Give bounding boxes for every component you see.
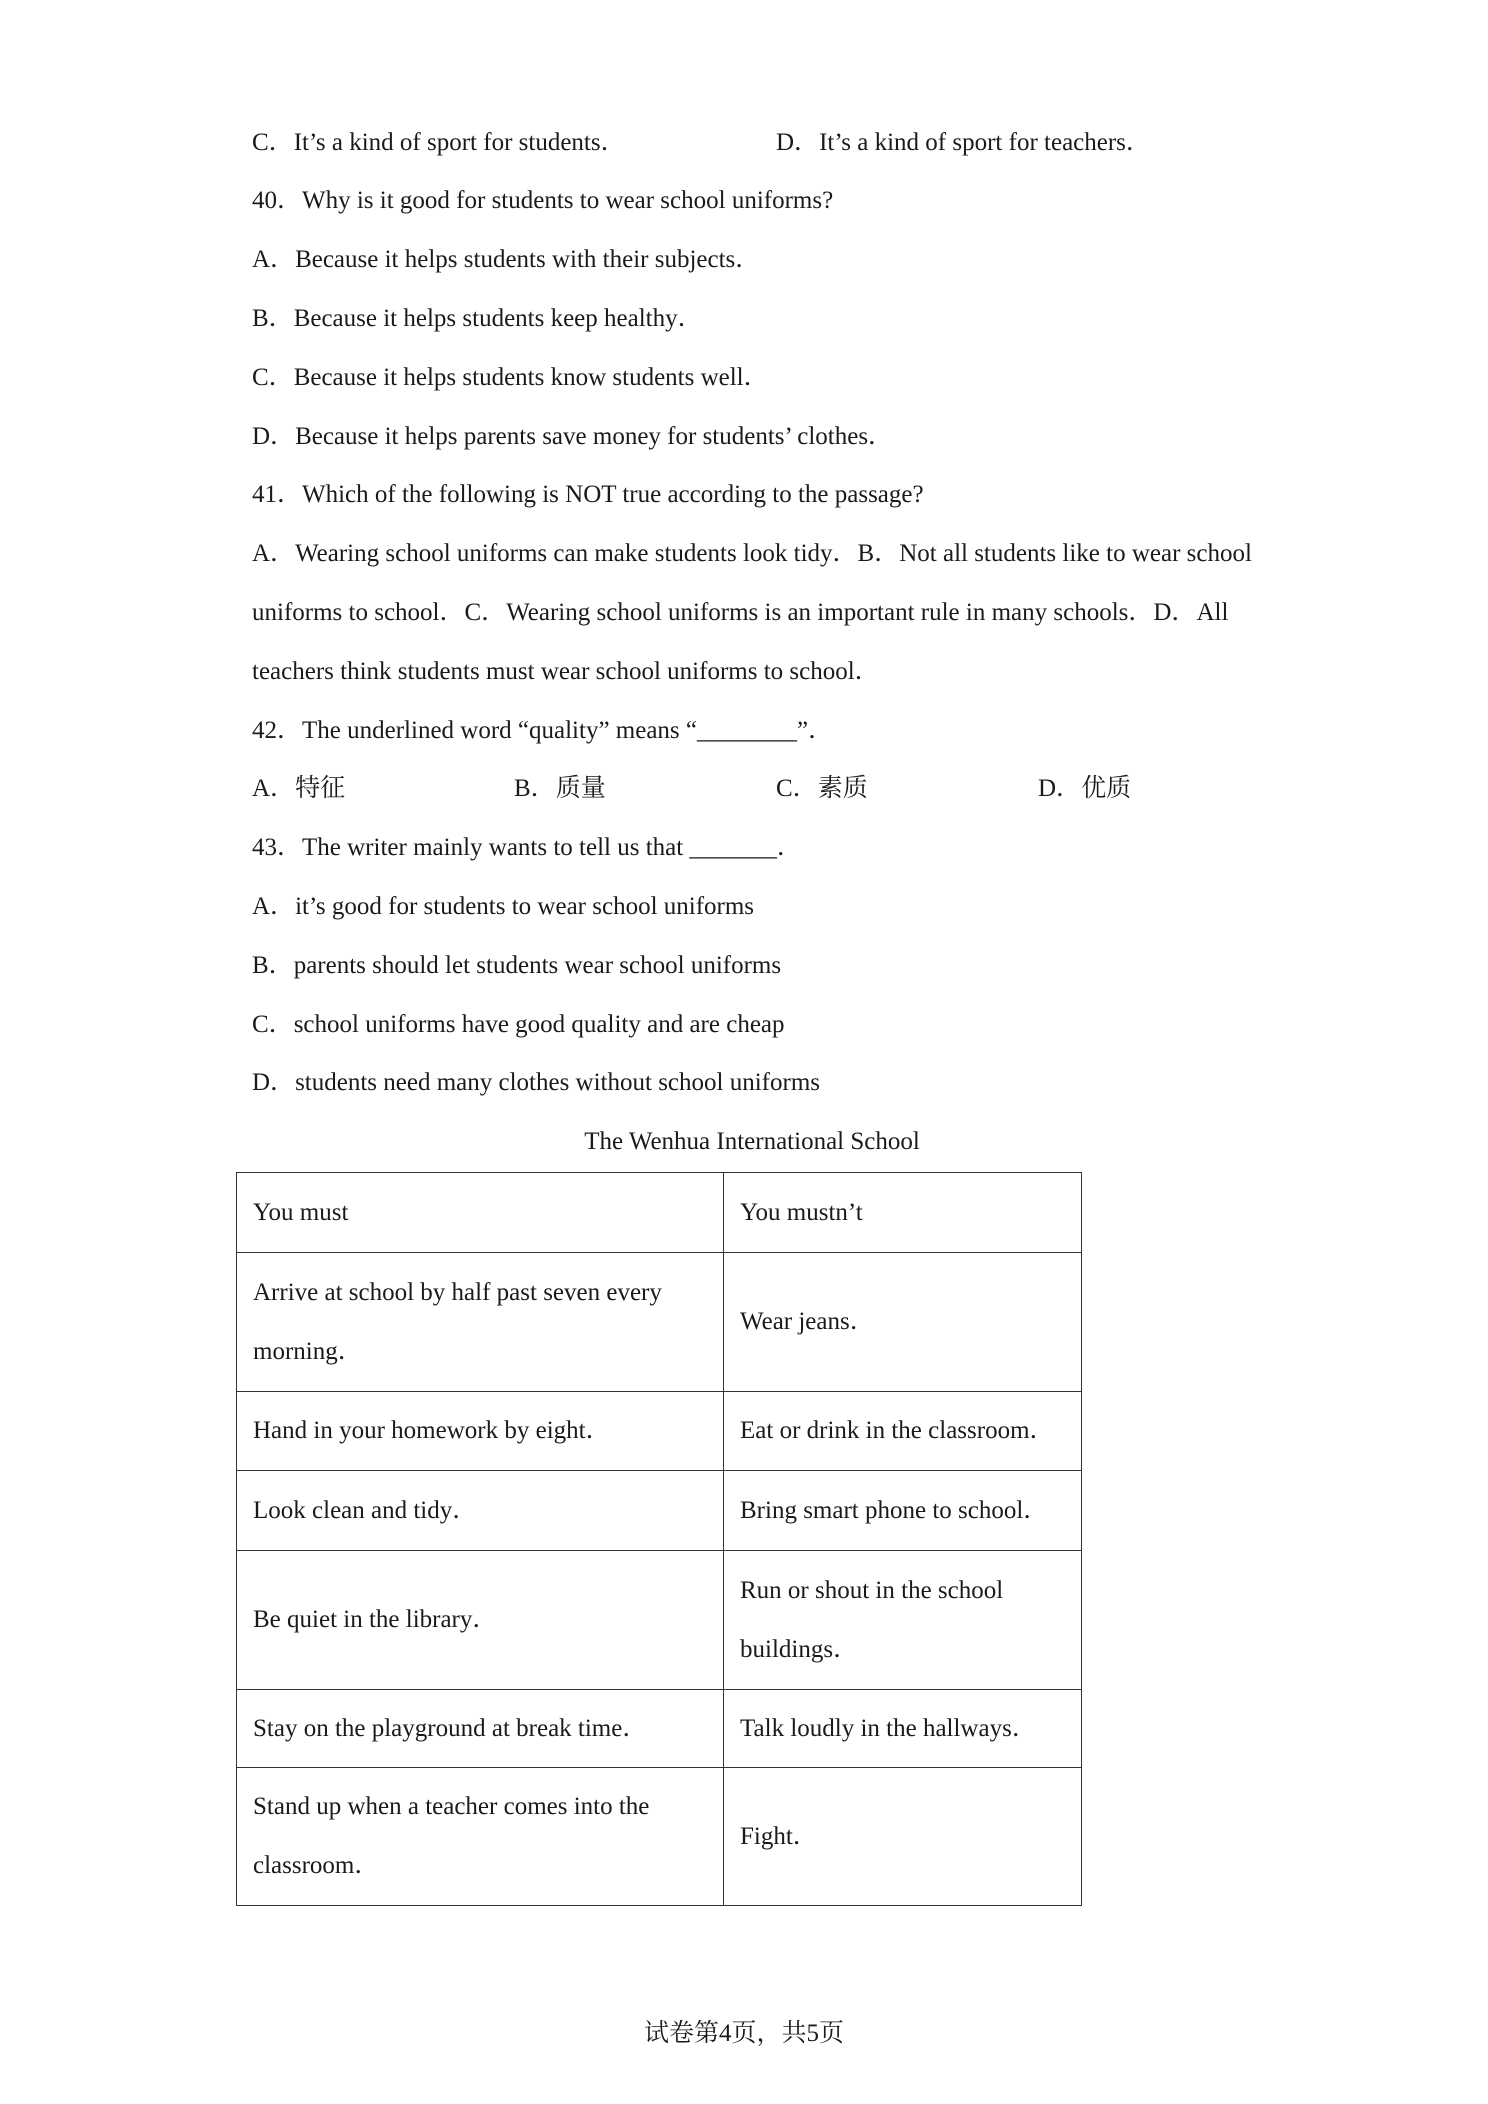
question-number: 42．	[252, 716, 303, 744]
option-text: Wearing school uniforms is an important rule in many schools．	[506, 598, 1154, 626]
question-text: Why is it good for students to wear school uniforms?	[302, 187, 834, 215]
option-label: B．	[252, 951, 294, 979]
q40-option-a	[252, 231, 1252, 290]
option-label: C．	[776, 775, 818, 803]
q39-option-c	[252, 114, 776, 173]
option-label: B．	[514, 775, 556, 803]
option-label: A．	[252, 246, 296, 274]
option-label: D．	[1038, 775, 1082, 803]
q43-stem	[252, 819, 1252, 878]
option-label: C．	[252, 363, 294, 391]
must-cell: Be quiet in the library．	[237, 1550, 724, 1689]
question-text: The writer mainly wants to tell us that _______．	[302, 834, 802, 862]
option-label: C．	[252, 1010, 294, 1038]
option-label: D．	[1153, 598, 1197, 626]
q43-option-d	[252, 1054, 1252, 1113]
mustnt-cell: Eat or drink in the classroom．	[724, 1391, 1082, 1470]
must-cell: Stay on the playground at break time．	[237, 1689, 724, 1767]
q39-options-row	[252, 114, 1252, 173]
option-text: Not all students like to wear school uniforms to school．	[252, 540, 1252, 626]
q42-stem	[252, 702, 1252, 761]
table-row	[237, 1470, 1082, 1550]
q43-option-a	[252, 878, 1252, 937]
option-text: Because it helps students with their subjects．	[295, 246, 761, 274]
mustnt-cell: Bring smart phone to school．	[724, 1470, 1082, 1550]
question-text: The underlined word “quality” means “________”．	[302, 716, 834, 744]
question-number: 43．	[252, 834, 303, 862]
q43-option-b	[252, 937, 1252, 996]
option-label: C．	[464, 598, 507, 626]
q40-stem	[252, 172, 1252, 231]
option-label: A．	[252, 775, 296, 803]
option-text: Because it helps students keep healthy．	[293, 304, 703, 332]
q40-option-c	[252, 349, 1252, 408]
question-number: 41．	[252, 481, 303, 509]
table-row	[237, 1689, 1082, 1767]
mustnt-cell: Talk loudly in the hallways．	[724, 1689, 1082, 1767]
header-cell-must: You must	[237, 1172, 724, 1252]
q42-option-a	[252, 760, 514, 819]
q42-option-b	[514, 760, 776, 819]
q41-option-c	[465, 599, 1154, 626]
table-row	[237, 1391, 1082, 1470]
option-text: It’s a kind of sport for students．	[293, 128, 626, 156]
option-label: C．	[252, 128, 294, 156]
option-label: D．	[776, 128, 820, 156]
q43-option-c	[252, 996, 1252, 1055]
option-text: parents should let students wear school uniforms	[293, 951, 782, 979]
option-text: school uniforms have good quality and are cheap	[293, 1010, 785, 1038]
q41-option-a	[252, 540, 858, 567]
q40-option-d	[252, 408, 1252, 467]
mustnt-cell: Fight．	[724, 1767, 1082, 1905]
q40-option-b	[252, 290, 1252, 349]
exam-content	[252, 114, 1252, 1906]
table-row	[237, 1252, 1082, 1391]
option-text: students need many clothes without school uniforms	[295, 1069, 820, 1097]
must-cell: Look clean and tidy．	[237, 1470, 724, 1550]
q42-option-d	[1038, 760, 1300, 819]
option-text: 质量	[555, 775, 606, 803]
table-header-row	[237, 1172, 1082, 1252]
school-rules-table	[236, 1172, 1082, 1906]
table-title: The Wenhua International School	[584, 1128, 920, 1156]
option-text: Because it helps parents save money for students’ clothes．	[295, 422, 894, 450]
question-number: 40．	[252, 187, 303, 215]
option-label: D．	[252, 1069, 296, 1097]
must-cell: Hand in your homework by eight．	[237, 1391, 724, 1470]
option-text: All teachers think students must wear school uniforms to school．	[252, 598, 1229, 685]
option-text: it’s good for students to wear school uniforms	[295, 892, 755, 920]
option-label: A．	[252, 540, 296, 568]
option-text: 素质	[817, 775, 868, 803]
table-row	[237, 1767, 1082, 1905]
page-footer: 试卷第4页，共5页	[643, 2020, 844, 2047]
question-text: Which of the following is NOT true according to the passage?	[302, 481, 924, 509]
option-text: Because it helps students know students well．	[293, 363, 769, 391]
must-cell: Stand up when a teacher comes into the classroom．	[237, 1767, 724, 1905]
table-row	[237, 1550, 1082, 1689]
option-text: Wearing school uniforms can make students look tidy．	[295, 540, 858, 568]
header-cell-mustnt: You mustn’t	[724, 1172, 1082, 1252]
q42-option-c	[776, 760, 1038, 819]
mustnt-cell: Run or shout in the school buildings．	[724, 1550, 1082, 1689]
option-label: D．	[252, 422, 296, 450]
option-text: 优质	[1081, 775, 1132, 803]
q41-options	[252, 525, 1252, 701]
q41-stem	[252, 466, 1252, 525]
q39-option-d	[776, 129, 1151, 156]
option-label: A．	[252, 892, 296, 920]
mustnt-cell: Wear jeans．	[724, 1252, 1082, 1391]
q42-options-row	[252, 760, 1252, 819]
option-label: B．	[857, 540, 900, 568]
option-text: 特征	[295, 775, 346, 803]
option-label: B．	[252, 304, 294, 332]
option-text: It’s a kind of sport for teachers．	[819, 128, 1151, 156]
must-cell: Arrive at school by half past seven every morning．	[237, 1252, 724, 1391]
